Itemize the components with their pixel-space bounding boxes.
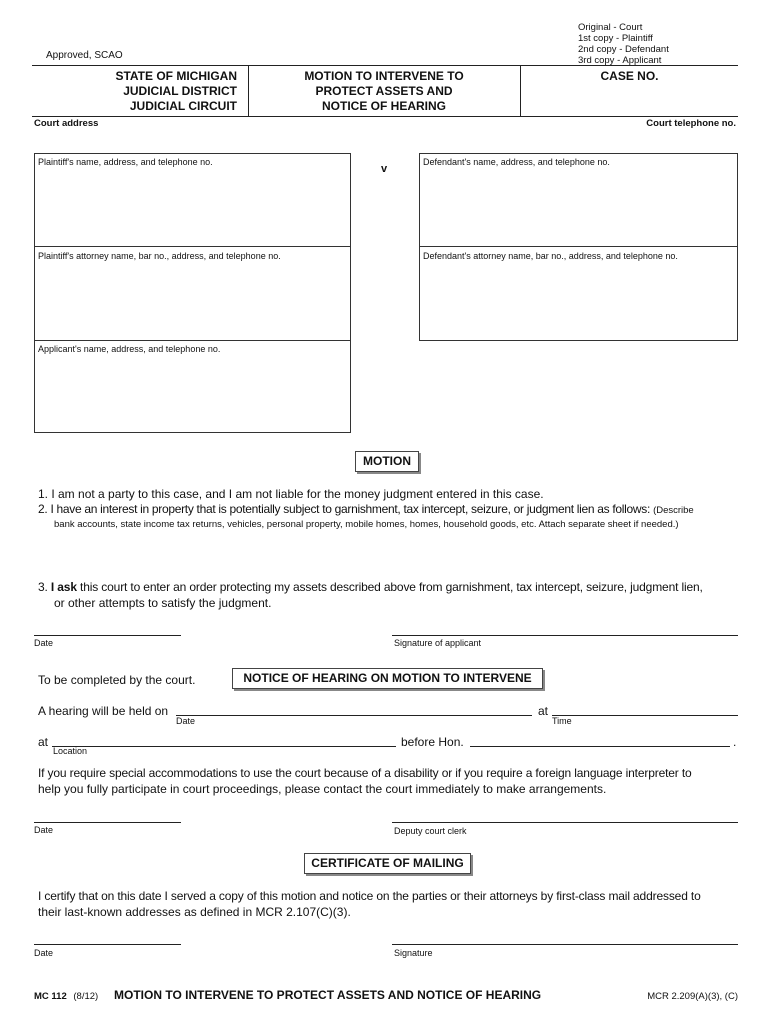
form-title-block — [258, 69, 510, 114]
notice-heading: NOTICE OF HEARING ON MOTION TO INTERVENE — [232, 668, 543, 689]
applicant-signature-line[interactable] — [392, 635, 738, 636]
form-title-line: MOTION TO INTERVENE TO — [304, 69, 464, 83]
certificate-line-2: their last-known addresses as defined in MCR 2.107(C)(3). — [38, 905, 351, 919]
court-address-field[interactable] — [34, 130, 734, 150]
motion-date-line[interactable] — [34, 635, 181, 636]
hearing-time-label: Time — [552, 716, 572, 726]
case-number-field[interactable] — [528, 86, 733, 112]
court-address-label: Court address — [34, 118, 99, 129]
plaintiff-attorney-label: Plaintiff's attorney name, bar no., address, and telephone no. — [38, 251, 281, 261]
judge-period: . — [733, 735, 737, 749]
item-3-number: 3. — [38, 580, 48, 594]
plaintiff-label: Plaintiff's name, address, and telephone no. — [38, 157, 213, 167]
court-line: STATE OF MICHIGAN — [115, 69, 237, 83]
defendant-box[interactable] — [419, 153, 738, 247]
copy-line: 2nd copy - Defendant — [578, 44, 669, 55]
versus-label: v — [381, 163, 388, 175]
footer-title: MOTION TO INTERVENE TO PROTECT ASSETS AND NOTICE OF HEARING — [114, 988, 542, 1002]
plaintiff-box[interactable] — [34, 153, 351, 247]
form-title-line: NOTICE OF HEARING — [321, 99, 446, 113]
copy-distribution — [578, 22, 669, 66]
defendant-label: Defendant's name, address, and telephone no. — [423, 157, 610, 167]
at-time-text: at — [538, 704, 549, 718]
item-3-text: this court to enter an order protecting my assets described above from garnishment, tax intercept, seizure, judgment lien, — [80, 580, 703, 594]
court-note: To be completed by the court. — [38, 673, 196, 687]
copy-line: Original - Court — [578, 22, 643, 33]
motion-item-2-note-line: bank accounts, state income tax returns, vehicles, personal property, mobile homes, homes, household goods, etc. Attach separate sheet if needed.) — [54, 519, 679, 530]
certificate-signature-label: Signature — [394, 948, 433, 958]
accommodation-line-1: If you require special accommodations to use the court because of a disability or if you require a foreign language interpreter to — [38, 766, 692, 780]
defendant-attorney-label: Defendant's attorney name, bar no., address, and telephone no. — [423, 251, 678, 261]
motion-item-3 — [38, 579, 748, 595]
judge-name-line[interactable] — [470, 746, 730, 747]
clerk-signature-label: Deputy court clerk — [394, 826, 467, 836]
clerk-signature-line[interactable] — [392, 822, 738, 823]
hearing-date-label: Date — [176, 716, 196, 726]
motion-heading: MOTION — [355, 451, 419, 472]
case-number-label: CASE NO. — [600, 69, 659, 83]
form-number: MC 112 — [34, 991, 67, 1002]
certificate-heading: CERTIFICATE OF MAILING — [304, 853, 471, 874]
accommodation-line-2: help you fully participate in court proceedings, please contact the court immediately to make arrangements. — [38, 782, 607, 796]
court-line: JUDICIAL CIRCUIT — [129, 99, 237, 113]
court-line: JUDICIAL DISTRICT — [123, 84, 237, 98]
approved-label: Approved, SCAO — [46, 50, 123, 61]
motion-date-label: Date — [34, 638, 54, 648]
hearing-location-label: Location — [53, 746, 88, 756]
header-rule — [32, 65, 738, 66]
motion-item-2-note: (Describe — [653, 505, 694, 516]
motion-item-2-text: 2. I have an interest in property that is potentially subject to garnishment, tax intercept, seizure, or judgment lien as follows: — [38, 502, 651, 516]
item-3-ask: I ask — [50, 580, 77, 594]
hearing-time-line[interactable] — [552, 715, 738, 716]
motion-item-3-line-2: or other attempts to satisfy the judgment. — [54, 596, 272, 610]
applicant-signature-label: Signature of applicant — [394, 638, 482, 648]
certificate-date-line[interactable] — [34, 944, 181, 945]
certificate-signature-line[interactable] — [392, 944, 738, 945]
form-revision: (8/12) — [73, 991, 99, 1002]
court-block — [40, 69, 237, 114]
court-telephone-label: Court telephone no. — [646, 118, 736, 129]
asset-description-field[interactable] — [54, 532, 734, 572]
before-hon-text: before Hon. — [401, 735, 464, 749]
header-divider — [248, 65, 249, 116]
at-location-text: at — [38, 735, 49, 749]
footer-form-id — [34, 991, 98, 1002]
motion-item-1: 1. I am not a party to this case, and I am not liable for the money judgment entered in this case. — [38, 487, 544, 501]
header-bottom-rule — [32, 116, 738, 117]
hearing-date-line[interactable] — [176, 715, 532, 716]
certificate-line-1: I certify that on this date I served a copy of this motion and notice on the parties or their attorneys by first-class mail addressed to — [38, 889, 701, 903]
notice-date-label: Date — [34, 825, 54, 835]
applicant-label: Applicant's name, address, and telephone no. — [38, 344, 221, 354]
hearing-text: A hearing will be held on — [38, 704, 169, 718]
footer-rule: MCR 2.209(A)(3), (C) — [647, 991, 738, 1002]
notice-date-line[interactable] — [34, 822, 181, 823]
form-title-line: PROTECT ASSETS AND — [315, 84, 453, 98]
hearing-location-line[interactable] — [52, 746, 396, 747]
certificate-date-label: Date — [34, 948, 54, 958]
copy-line: 3rd copy - Applicant — [578, 55, 662, 66]
copy-line: 1st copy - Plaintiff — [578, 33, 653, 44]
motion-item-2 — [38, 501, 738, 519]
